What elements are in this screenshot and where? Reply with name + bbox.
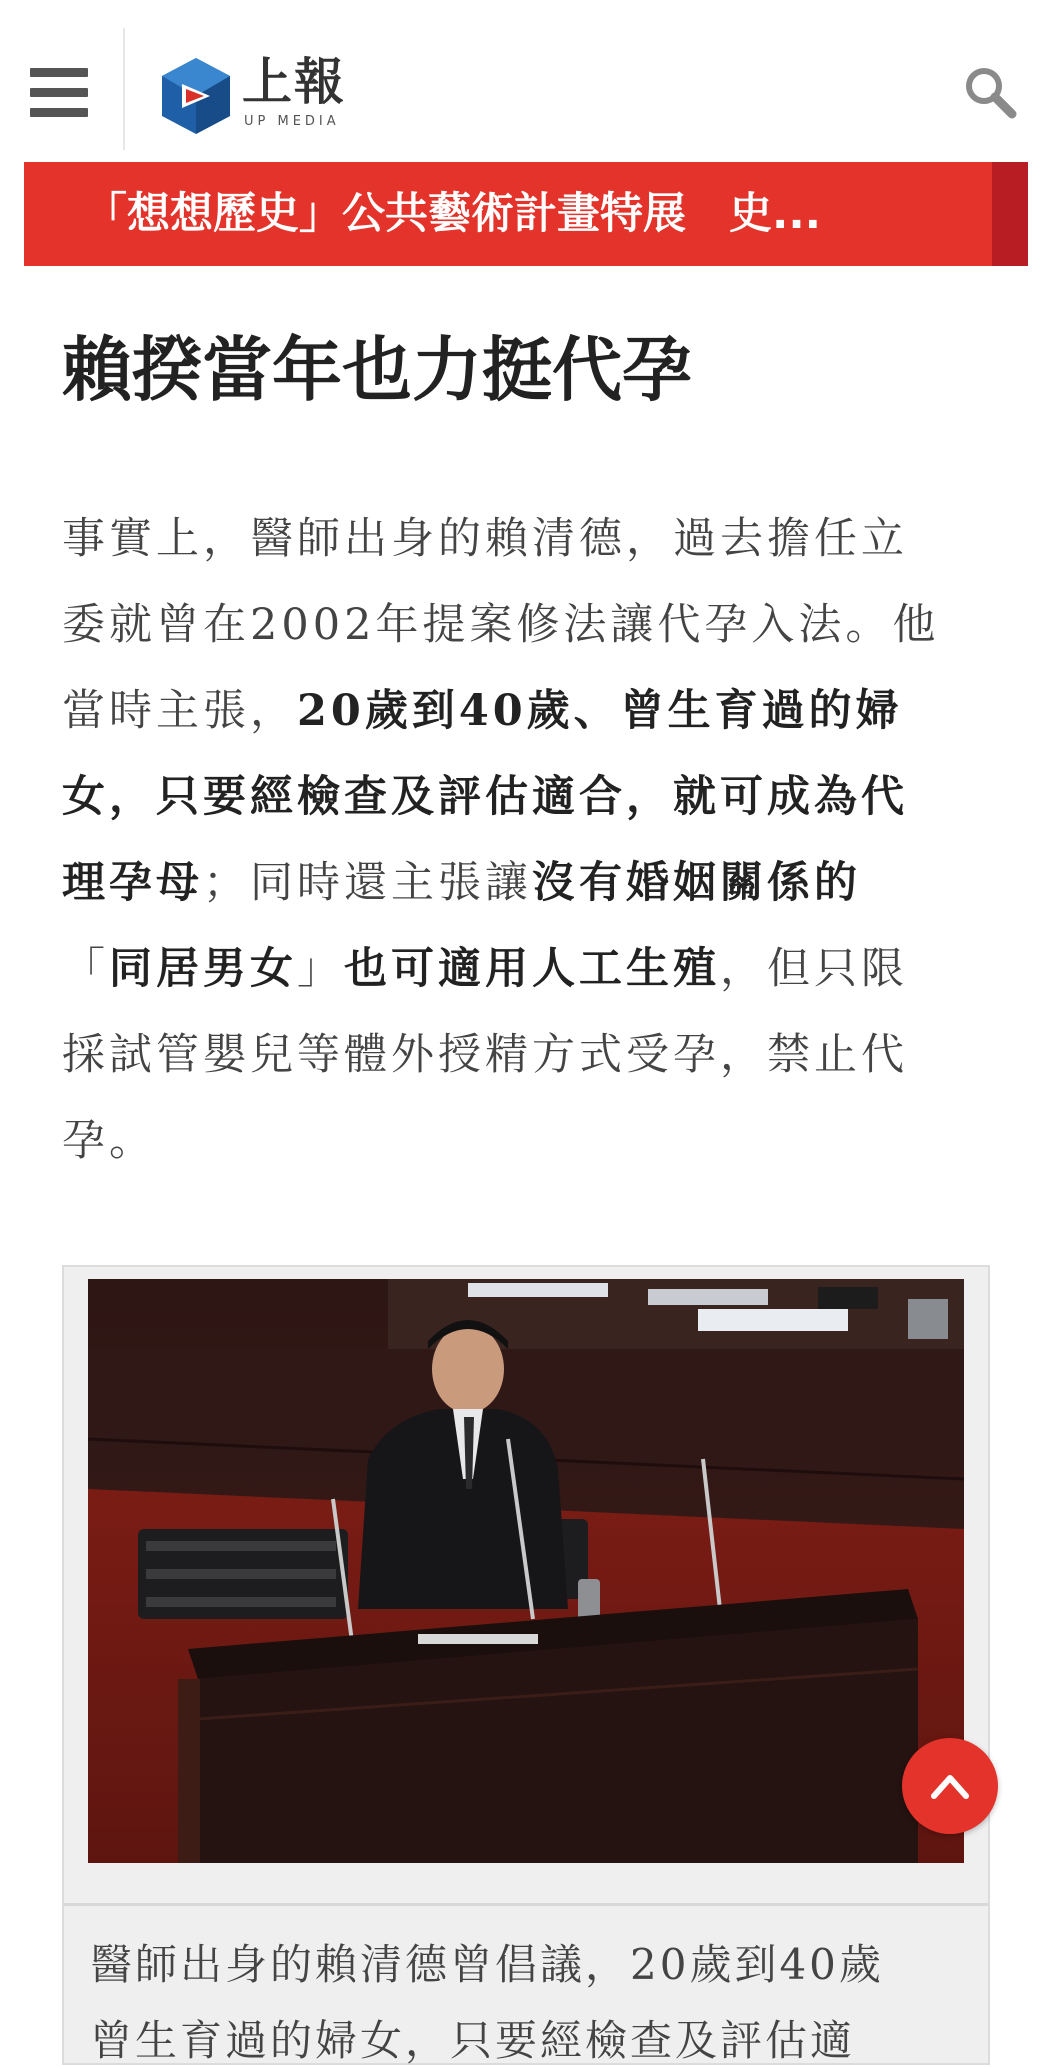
hamburger-menu-icon-bar: [30, 108, 88, 117]
hamburger-menu-icon: [30, 68, 88, 77]
bold-text-segment: 女，只要經檢查及評估適合，就可成為代: [62, 772, 908, 822]
article-heading: 賴揆當年也力挺代孕: [62, 328, 692, 411]
text-segment: 」: [297, 944, 344, 994]
chevron-up-icon: [930, 1768, 970, 1804]
header-divider: [123, 28, 125, 150]
text-segment: 委就曾在2002年提案修法讓代孕入法。他: [62, 600, 940, 650]
banner-edge: [992, 162, 1028, 266]
text-segment: ；同時還主張讓: [203, 858, 532, 908]
paragraph-line: [62, 1012, 990, 1098]
search-button[interactable]: [962, 64, 1018, 120]
bold-text-segment: 沒有婚姻關係的: [532, 858, 861, 908]
paragraph-line: [62, 926, 990, 1012]
paragraph-line: [62, 754, 990, 840]
text-segment: 「: [62, 944, 109, 994]
site-logo[interactable]: [160, 52, 350, 138]
caption-line: 曾生育過的婦女，只要經檢查及評估適: [90, 2016, 856, 2065]
article-paragraph: [62, 496, 990, 1184]
bold-text-segment: 20歲到40歲、曾生育過的婦: [297, 686, 903, 736]
paragraph-line: [62, 840, 990, 926]
caption-line: 醫師出身的賴清德曾倡議，20歲到40歲: [90, 1940, 884, 1989]
text-segment: 當時主張，: [62, 686, 297, 736]
article-photo[interactable]: [88, 1279, 964, 1863]
back-to-top-button[interactable]: [902, 1738, 998, 1834]
logo-chinese-text: 上報: [242, 53, 346, 111]
paragraph-line: [62, 582, 990, 668]
text-segment: 孕。: [62, 1116, 156, 1166]
article-figure: [62, 1265, 990, 2065]
paragraph-line: [62, 496, 990, 582]
text-segment: ，但只限: [720, 944, 908, 994]
text-segment: 採試管嬰兒等體外授精方式受孕，禁止代: [62, 1030, 908, 1080]
text-segment: 事實上，醫師出身的賴清德，過去擔任立: [62, 514, 908, 564]
paragraph-line: [62, 1098, 990, 1184]
bold-text-segment: 理孕母: [62, 858, 203, 908]
bold-text-segment: 也可適用人工生殖: [344, 944, 720, 994]
up-media-logo-icon: [160, 56, 232, 136]
menu-button[interactable]: [30, 68, 88, 120]
logo-english-text: UP MEDIA: [244, 114, 340, 129]
hamburger-menu-icon-bar: [30, 88, 88, 97]
site-header: [0, 0, 1051, 160]
banner-text: 「想想歷史」公共藝術計畫特展 史...: [84, 189, 822, 239]
promo-banner[interactable]: [24, 162, 1028, 266]
search-icon: [962, 64, 1018, 120]
bold-text-segment: 同居男女: [109, 944, 297, 994]
legislature-photo-illustration: [88, 1279, 964, 1863]
paragraph-line: [62, 668, 990, 754]
caption-separator: [64, 1903, 988, 1906]
photo-caption: [90, 1927, 970, 2067]
